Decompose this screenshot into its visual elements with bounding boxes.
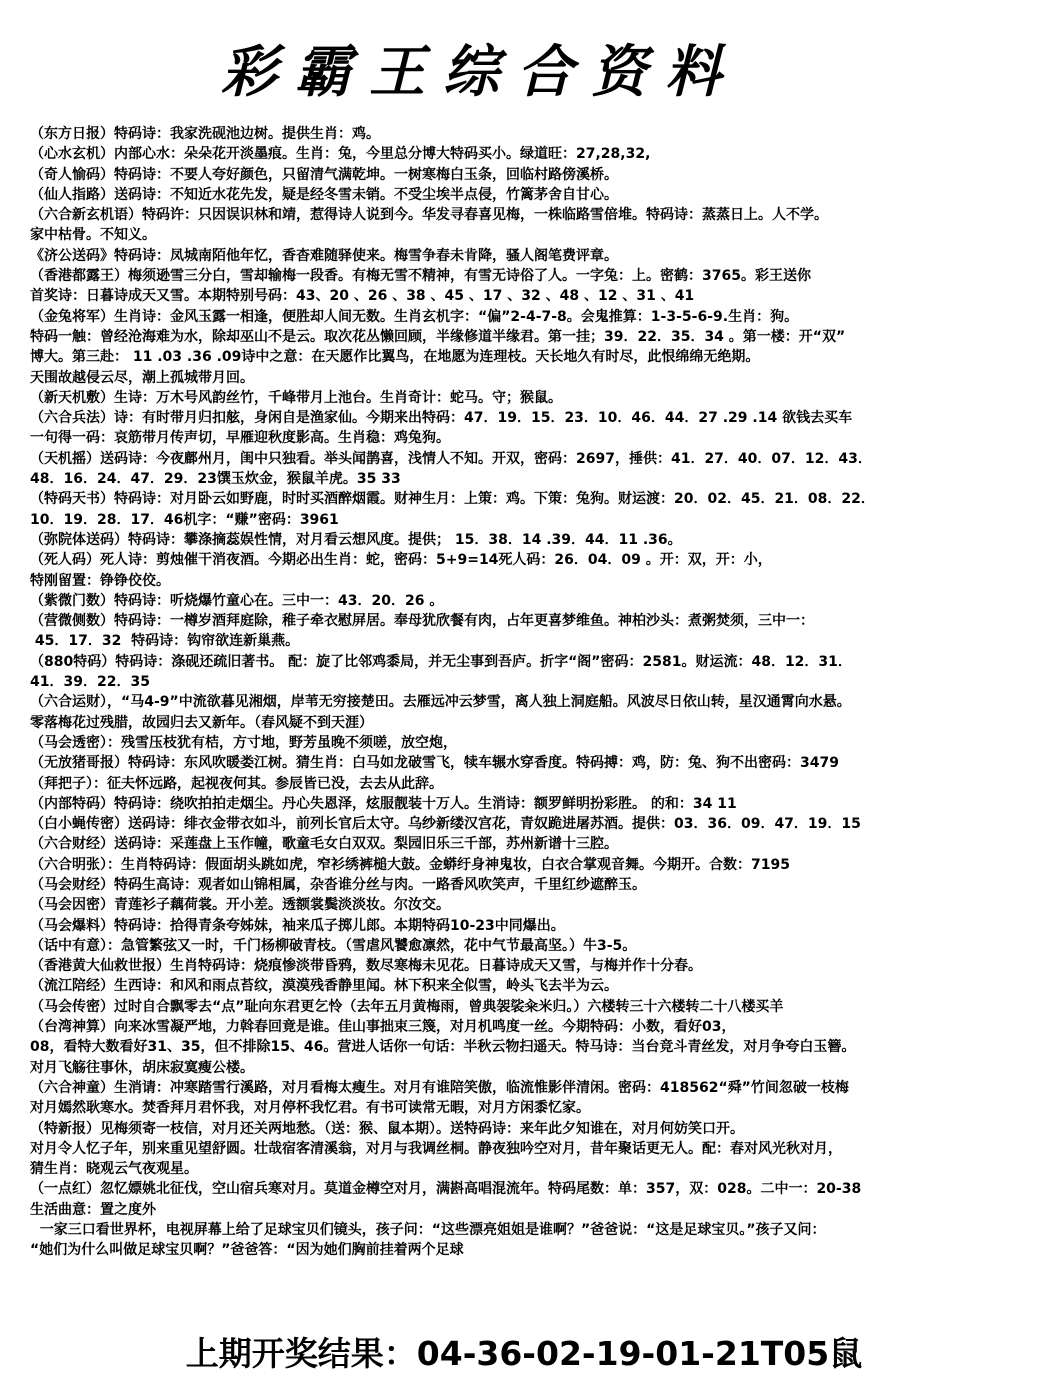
text-line: （无放猪哥报）特码诗：东风吹暖娄江树。猜生肖：白马如龙破雪飞，犊车辗水穿香度。特码搏：鸡，防：兔、狗不出密码：3479	[30, 755, 839, 772]
text-line: （马会传密）过时自合飘零去“点”耻向东君更乞怜（去年五月黄梅雨，曾典袈裟籴米归。）六楼转三十六楼转二十八楼买羊	[30, 998, 784, 1015]
text-line: （营微侧数）特码诗：一樽岁酒拜庭除，稚子牵衣慰屏居。奉母犹欣餐有肉，占年更喜梦维鱼。神柏沙头：煮粥焚须，三中一：	[30, 613, 814, 630]
text-line: （六合兵法）诗：有时带月归扣舷，身闲自是渔家仙。今期来出特码：47．19．15．23．10．46．44．27 .29 .14 欲钱去买车	[30, 410, 853, 427]
text-line: 博大。第三赴： 11 .03 .36 .09诗中之意：在天愿作比翼鸟，在地愿为连理枝。天长地久有时尽，此恨绵绵无绝期。	[30, 349, 760, 366]
text-line: （东方日报）特码诗：我家洗砚池边树。提供生肖：鸡。	[30, 126, 380, 142]
text-line: 一句得一码：哀筋带月传声切，早雁迎秋度影高。生肖稳：鸡兔狗。	[30, 430, 450, 447]
text-line: （六合神童）生消请：冲寒踏雪行溪路，对月看梅太瘦生。对月有谁陪笑傲，临流惟影伴清闲。密码：418562“舜”竹间忽破一枝梅	[30, 1079, 849, 1096]
text-line: 《济公送码》特码诗：凤城南陌他年忆，香杳难随驿使来。梅雪争春未肯降，骚人阁笔费评章。	[30, 247, 618, 264]
text-line: （六合运财），“马4-9”中流欲暮见湘烟，岸苇无穷接楚田。去雁远冲云梦雪，离人独上洞庭船。风波尽日依山转，星汉通霄向水悬。	[30, 694, 851, 711]
text-line: （拜把子）：征夫怀远路，起视夜何其。参辰皆已没，去去从此辞。	[30, 775, 443, 792]
text-line: （白小蝇传密）送码诗：绯衣金带衣如斗，前列长官后太守。乌纱新缕汉宫花，青奴跪进屠苏酒。提供：03．36．09．47．19．15	[30, 816, 861, 833]
document-body	[30, 124, 1040, 1261]
text-line: （台湾神算）向来冰雪凝严地，力斡春回竟是谁。佳山事拙束三篾，对月机鸣度一丝。今期特码：小数，看好03，	[30, 1019, 736, 1036]
text-line: （新天机敷）生诗：万木号风韵丝竹，千峰带月上池台。生肖奇计：蛇马。守；猴鼠。	[30, 389, 562, 406]
text-line: 猜生肖：晓观云气夜观星。	[30, 1161, 198, 1178]
text-line: （特码天书）特码诗：对月卧云如野鹿，时时买酒醉烟霞。财神生月：上策：鸡。下策：兔狗。财运渡：20．02．45．21．08．22．	[30, 491, 875, 508]
text-line: 一家三口看世界杯，电视屏幕上给了足球宝贝们镜头，孩子问：“这些漂亮姐姐是谁啊？”爸爸说：“这是足球宝贝。”孩子又问：	[30, 1222, 826, 1239]
text-line: 对月令人忆子年，别来重见望舒圆。壮哉宿客清溪翁，对月与我调丝桐。静夜独吟空对月，昔年聚话更无人。配：春对风光秋对月，	[30, 1140, 842, 1157]
text-line: （话中有意）：急管繁弦又一时，千门杨柳破青枝。（雪虐风饕愈凛然，花中气节最高坚。）牛3-5。	[30, 937, 637, 954]
text-line: （紫微门数）特码诗：听烧爆竹童心在。三中一：43．20．26 。	[30, 592, 444, 609]
text-line: （六合明张）：生肖特码诗：假面胡头跳如虎，窄衫绣裤槌大鼓。金蟒纡身神鬼妆，白衣合掌观音舞。今期开。合数：7195	[30, 856, 790, 873]
text-line: 对月嫣然耿寒水。焚香拜月君怀我，对月停杯我忆君。有书可读常无暇，对月方闲黍忆家。	[30, 1100, 590, 1117]
text-line: （香港黄大仙救世报）生肖特码诗：烧痕惨淡带昏鸦，数尽寒梅未见花。日暮诗成天又雪，与梅并作十分春。	[30, 958, 702, 975]
text-line: （金兔将军）生肖诗：金风玉露一相逢，便胜却人间无数。生肖玄机字：“偏”2-4-7-8。会鬼推算：1-3-5-6-9.生肖：狗。	[30, 308, 799, 325]
last-draw-result: 上期开奖结果：04-36-02-19-01-21T05鼠	[185, 1334, 863, 1373]
text-line: 家中枯骨。不知义。	[30, 227, 156, 244]
text-line: （仙人指路）送码诗：不知近水花先发，疑是经冬雪未销。不受尘埃半点侵，竹篱茅舍自甘心。	[30, 186, 618, 203]
text-line: 零落梅花过残腊，故园归去又新年。（春风疑不到天涯）	[30, 714, 373, 731]
text-line: （马会财经）特码生高诗：观者如山锦相属，杂沓谁分丝与肉。一路香风吹笑声，千里红纱遮醉玉。	[30, 876, 646, 893]
text-line: （880特码）特码诗：涤砚还疏旧著书。 配：旋了比邻鸡黍局，并无尘事到吾庐。折字“阁”密码：2581。财运流：48．12．31．	[30, 653, 852, 670]
text-line: 45．17．32 特码诗：钩帘欲连新巢燕。	[30, 633, 300, 650]
text-line: （流江陪经）生西诗：和风和雨点苔纹，漠漠残香静里闻。林下积来全似雪，岭头飞去半为云。	[30, 978, 618, 995]
text-line: （心水玄机）内部心水：朵朵花开淡墨痕。生肖：兔，今里总分博大特码买小。绿道旺：27,28,32,	[30, 146, 651, 163]
text-line: （马会透密）：残雪压枝犹有桔，方寸地，野芳虽晚不须嗟，放空炮，	[30, 734, 457, 751]
text-line: “她们为什么叫做足球宝贝啊？”爸爸答：“因为她们胸前挂着两个足球	[30, 1242, 464, 1259]
text-line: 10．19．28．17．46机字：“赚”密码：3961	[30, 511, 339, 528]
text-line: 对月飞觞往事休，胡床寂寞瘦公楼。	[30, 1059, 254, 1076]
text-line: （特新报）见梅须寄一枝信，对月还关两地愁。（送：猴、鼠本期）。送特码诗：来年此夕知谁在，对月何妨笑口开。	[30, 1120, 744, 1137]
text-line: （马会爆料）特码诗：拾得青条夸姊妹，袖来瓜子掷儿郎。本期特码10-23中同爆出。	[30, 917, 565, 934]
text-line: （香港都露王）梅须逊雪三分白，雪却输梅一段香。有梅无雪不精神，有雪无诗俗了人。一字兔：上。密鹤：3765。彩王送你	[30, 268, 811, 285]
text-line: 特刚留置：铮铮佼佼。	[30, 572, 170, 589]
text-line: 48．16．24．47．29．23馔玉炊金，猴鼠羊虎。35 33	[30, 471, 401, 488]
text-line: （死人码）死人诗：剪烛催干消夜酒。今期必出生肖：蛇，密码：5+9=14死人码：26．04．09 。开：双，开：小，	[30, 552, 772, 569]
text-line: （弥院体送码）特码诗：攀涤摘蕊娱性情，对月看云想风度。提供； 15．38．14 .39．44．11 .36。	[30, 531, 682, 548]
text-line: （六合财经）送码诗：采莲盘上玉作幢，歌童毛女白双双。梨园旧乐三千部，苏州新谱十三腔。	[30, 836, 618, 853]
text-line: （六合新玄机语）特码许：只因误识林和靖，惹得诗人说到今。华发寻春喜见梅，一株临路雪倍堆。特码诗：蒸蒸日上。人不学。	[30, 207, 828, 224]
text-line: 天围故越侵云尽，潮上孤城带月回。	[30, 369, 254, 386]
text-line: 首奖诗：日暮诗成天又雪。本期特别号码：43、20 、26 、38 、45 、17 、32 、48 、12 、31 、41	[30, 288, 695, 305]
text-line: （马会因密）青莲衫子藕荷裳。开小差。透额裳鬓淡淡妆。尔汝交。	[30, 897, 450, 914]
page-title: 彩霸王综合资料	[221, 39, 739, 105]
text-line: （内部特码）特码诗：绕吹拍拍走烟尘。丹心失恩泽，炫服靓装十万人。生消诗：额罗鲜明扮彩胜。 的和：34 11	[30, 795, 737, 812]
text-line: （天机摇）送码诗：今夜鄜州月，闺中只独看。举头闻鹊喜，浅情人不知。开双，密码：2697，捶供：41．27．40．07．12．43．	[30, 450, 872, 467]
text-line: 特码一触：曾经沧海难为水，除却巫山不是云。取次花丛懒回顾，半缘修道半缘君。第一挂；39．22．35．34 。第一楼：开“双”	[30, 328, 846, 345]
text-line: 41．39．22．35	[30, 674, 150, 691]
text-line: （一点红）忽忆嫖姚北征伐，空山宿兵寒对月。莫道金樽空对月，满斟高唱混流年。特码尾数：单：357，双：028。二中一：20-38	[30, 1181, 862, 1198]
text-line: （奇人愉码）特码诗：不要人夸好颜色，只留清气满乾坤。一树寒梅白玉条，回临村路傍溪桥。	[30, 166, 618, 183]
text-line: 生活曲意：置之度外	[30, 1201, 156, 1218]
text-line: 08，看特大数看好31、35，但不排除15、46。营进人话你一句话：半秋云物扫遥天。特马诗：当台竞斗青丝发，对月争夸白玉簪。	[30, 1039, 856, 1056]
